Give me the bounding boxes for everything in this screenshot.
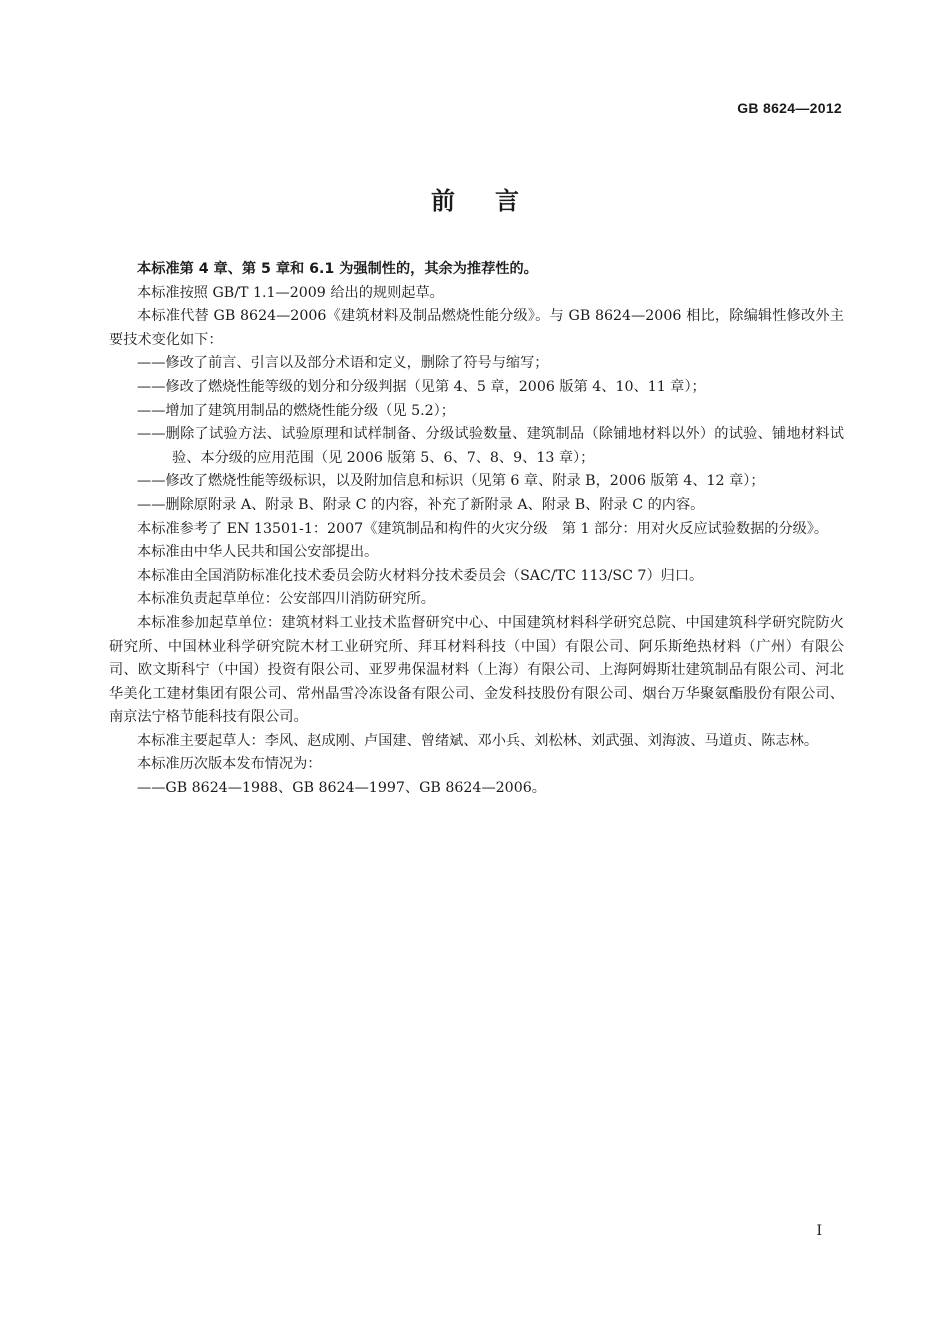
foreword-body — [109, 258, 844, 801]
edition-history-item: ——GB 8624—1988、GB 8624—1997、GB 8624—2006。 — [137, 780, 546, 797]
change-item: ——删除原附录 A、附录 B、附录 C 的内容，补充了新附录 A、附录 B、附录 C 的内容。 — [137, 496, 705, 513]
change-item: ——删除了试验方法、试验原理和试样制备、分级试验数量、建筑制品（除铺地材料以外）的试验、铺地材料试验、本分级的应用范围（见 2006 版第 5、6、7、8、9、13 章）； — [137, 426, 844, 466]
paragraph-replaces: 本标准代替 GB 8624—2006《建筑材料及制品燃烧性能分级》。与 GB 8624—2006 相比，除编辑性修改外主要技术变化如下： — [109, 308, 844, 348]
page-number: I — [816, 1223, 822, 1239]
change-item: ——修改了燃烧性能等级的划分和分级判据（见第 4、5 章，2006 版第 4、10、11 章）； — [137, 378, 706, 395]
paragraph-main-drafters: 本标准主要起草人：李风、赵成刚、卢国建、曾绪斌、邓小兵、刘松林、刘武强、刘海波、马道贞、陈志林。 — [137, 732, 819, 749]
paragraph-proposed-by: 本标准由中华人民共和国公安部提出。 — [137, 544, 379, 561]
paragraph-edition-history: 本标准历次版本发布情况为： — [137, 756, 322, 773]
paragraph-mandatory-clauses: 本标准第 4 章、第 5 章和 6.1 为强制性的，其余为推荐性的。 — [137, 261, 538, 277]
paragraph-drafting-rules: 本标准按照 GB/T 1.1—2009 给出的规则起草。 — [137, 284, 444, 301]
change-item: ——修改了前言、引言以及部分术语和定义，删除了符号与缩写； — [137, 355, 549, 372]
standard-code: GB 8624—2012 — [737, 100, 842, 116]
paragraph-reference: 本标准参考了 EN 13501-1：2007《建筑制品和构件的火灾分级 第 1 部分：用对火反应试验数据的分级》。 — [137, 520, 829, 537]
page-title: 前言 — [431, 187, 559, 215]
paragraph-participating-drafters: 本标准参加起草单位：建筑材料工业技术监督研究中心、中国建筑材料科学研究总院、中国建筑科学研究院防火研究所、中国林业科学研究院木材工业研究所、拜耳材料科技（中国）有限公司、阿乐斯绝热材料（广州）有限公司、欧文斯科宁（中国）投资有限公司、亚罗弗保温材料（上海）有限公司、上海阿姆斯壮建筑制品有限公司、河北华美化工建材集团有限公司、常州晶雪冷冻设备有限公司、金发科技股份有限公司、烟台万华聚氨酯股份有限公司、南京法宁格节能科技有限公司。 — [109, 614, 844, 726]
paragraph-responsible-drafter: 本标准负责起草单位：公安部四川消防研究所。 — [137, 591, 435, 608]
change-item: ——增加了建筑用制品的燃烧性能分级（见 5.2）； — [137, 402, 455, 419]
paragraph-centralized-by: 本标准由全国消防标准化技术委员会防火材料分技术委员会（SAC/TC 113/SC 7）归口。 — [137, 567, 704, 584]
change-item: ——修改了燃烧性能等级标识，以及附加信息和标识（见第 6 章、附录 B，2006 版第 4、12 章）； — [137, 473, 765, 490]
